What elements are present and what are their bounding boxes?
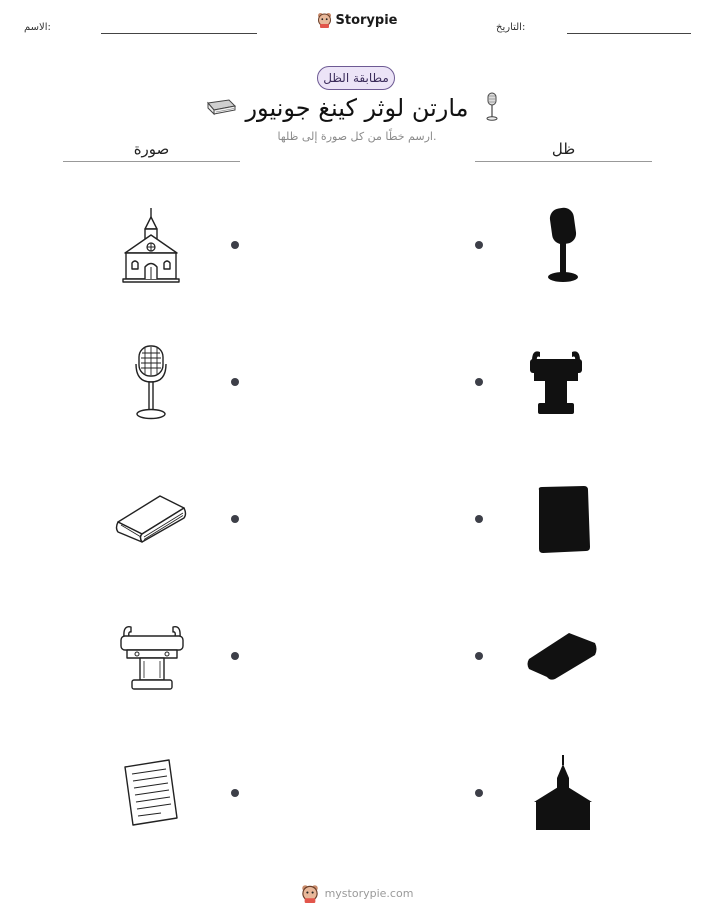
podium-silhouette-icon — [528, 347, 584, 417]
shadow-connect-dot[interactable] — [475, 378, 483, 386]
picture-column-header: صورة — [133, 140, 170, 158]
picture-connect-dot[interactable] — [231, 652, 239, 660]
shadow-column-header: ظل — [551, 140, 576, 158]
brand-name: Storypie — [335, 12, 398, 28]
shadow-column-divider — [475, 161, 652, 162]
picture-connect-dot[interactable] — [231, 378, 239, 386]
instructions: ارسم خطًا من كل صورة إلى ظلها. — [277, 130, 437, 143]
church-icon — [118, 205, 184, 285]
storypie-footer-logo-icon — [301, 884, 319, 903]
shadow-connect-dot[interactable] — [475, 789, 483, 797]
picture-connect-dot[interactable] — [231, 241, 239, 249]
picture-connect-dot[interactable] — [231, 789, 239, 797]
date-field[interactable] — [567, 33, 691, 34]
book-icon — [114, 492, 188, 544]
page-title: مارتن لوثر كينغ جونيور — [245, 94, 469, 122]
book-silhouette-icon — [525, 627, 599, 683]
activity-badge: مطابقة الظل — [317, 66, 395, 90]
name-label: الاسم: — [24, 22, 51, 33]
document-icon — [121, 758, 181, 828]
footer-site-link[interactable]: mystorypie.com — [324, 887, 414, 900]
brand — [0, 12, 714, 28]
microphone-title-icon — [484, 92, 500, 122]
shadow-connect-dot[interactable] — [475, 515, 483, 523]
storypie-logo-icon — [317, 12, 332, 28]
book-title-icon — [205, 98, 237, 116]
microphone-silhouette-icon — [544, 206, 582, 284]
picture-column-divider — [63, 161, 240, 162]
date-label: التاريخ: — [496, 22, 526, 33]
shadow-connect-dot[interactable] — [475, 241, 483, 249]
podium-icon — [118, 620, 186, 692]
name-field[interactable] — [101, 33, 257, 34]
document-silhouette-icon — [534, 485, 592, 555]
footer — [0, 884, 714, 903]
picture-connect-dot[interactable] — [231, 515, 239, 523]
microphone-icon — [130, 344, 172, 420]
shadow-connect-dot[interactable] — [475, 652, 483, 660]
church-silhouette-icon — [531, 754, 595, 832]
